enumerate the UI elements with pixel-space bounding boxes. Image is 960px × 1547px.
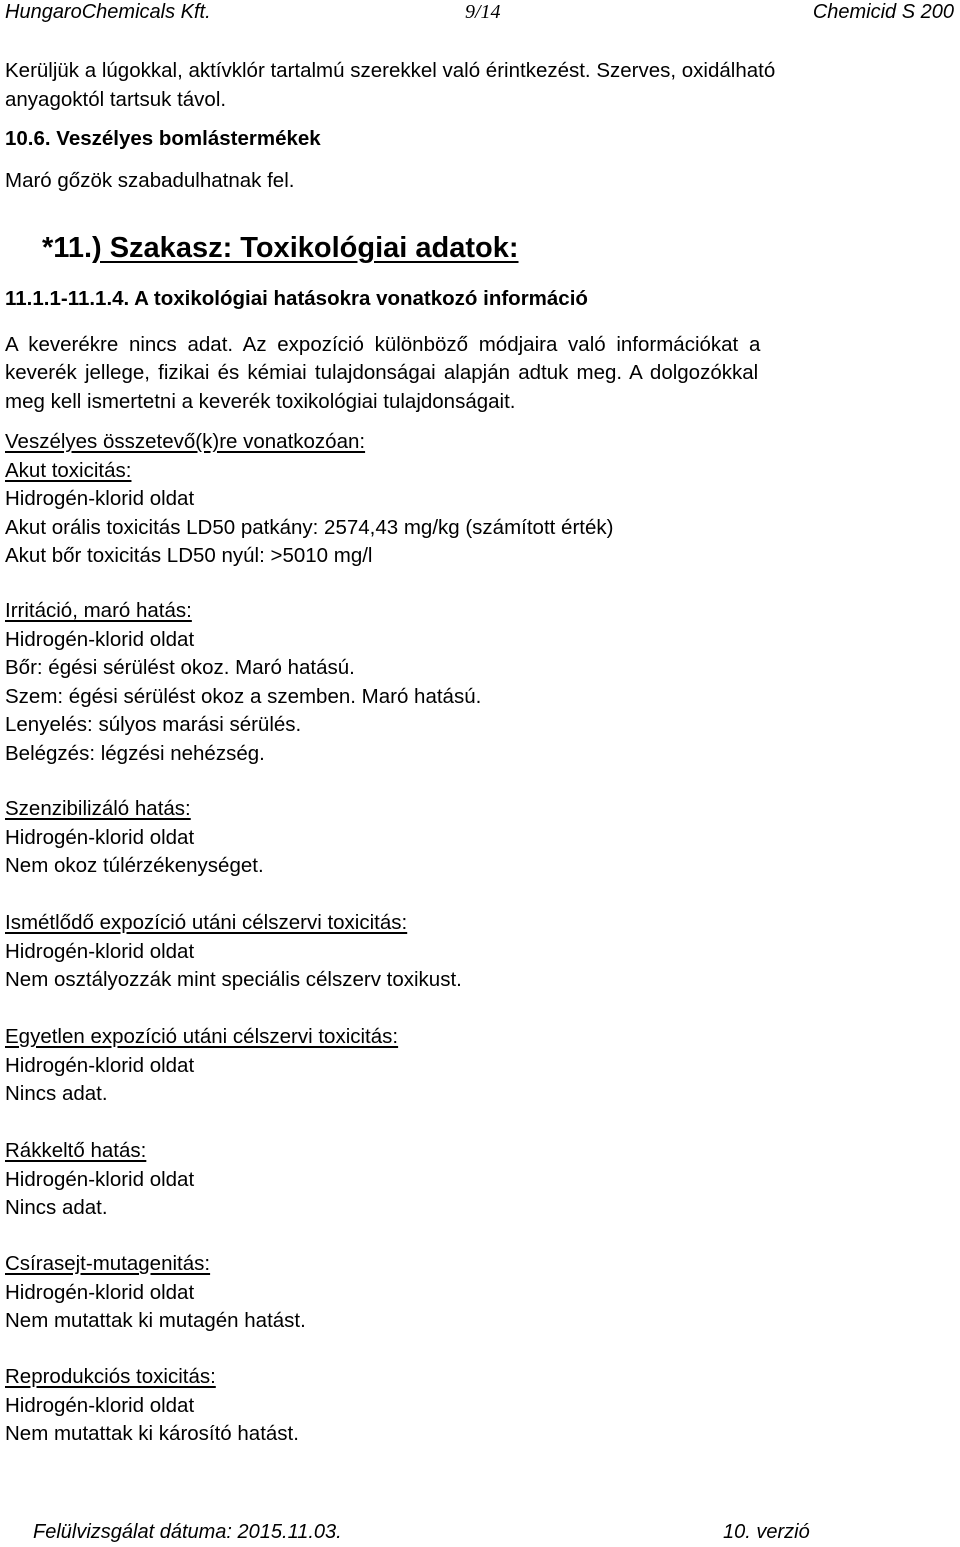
repeated-heading: Ismétlődő expozíció utáni célszervi toxicitás: (5, 911, 408, 934)
irritation-heading: Irritáció, maró hatás: (5, 599, 192, 622)
acute-toxicity-block (5, 428, 958, 571)
carcinogenicity-block (5, 1137, 958, 1223)
reproductive-substance: Hidrogén-klorid oldat (5, 1393, 195, 1417)
single-heading: Egyetlen expozíció utáni célszervi toxicitás: (5, 1025, 399, 1048)
header-page-number: 9/14 (465, 1, 501, 23)
irritation-skin: Bőr: égési sérülést okoz. Maró hatású. (5, 656, 355, 679)
mutagenicity-text: Nem mutattak ki mutagén hatást. (5, 1309, 306, 1332)
sensitization-substance: Hidrogén-klorid oldat (5, 825, 195, 849)
single-substance: Hidrogén-klorid oldat (5, 1053, 195, 1077)
section-title-text: ) Szakasz: Toxikológiai adatok: (92, 232, 519, 264)
subsection-10-6-title: 10.6. Veszélyes bomlástermékek (5, 127, 321, 150)
reproductive-block (5, 1363, 958, 1449)
footer-version: 10. verzió (723, 1521, 810, 1543)
irritation-inhalation: Belégzés: légzési nehézség. (5, 741, 265, 765)
irritation-block (5, 597, 958, 768)
subsection-10-6-text: Maró gőzök szabadulhatnak fel. (5, 169, 295, 192)
sensitization-text: Nem okoz túlérzékenységet. (5, 854, 264, 877)
irritation-substance: Hidrogén-klorid oldat (5, 627, 195, 651)
sensitization-heading: Szenzibilizáló hatás: (5, 797, 191, 820)
intro-line-2: anyagoktól tartsuk távol. (5, 88, 227, 111)
reproductive-heading: Reprodukciós toxicitás: (5, 1365, 216, 1388)
single-exposure-block (5, 1023, 958, 1109)
intro-line-1: Kerüljük a lúgokkal, aktívklór tartalmú szerekkel való érintkezést. Szerves, oxidálható (5, 59, 776, 82)
reproductive-text: Nem mutattak ki károsító hatást. (5, 1422, 299, 1445)
single-text: Nincs adat. (5, 1082, 108, 1105)
mutagenicity-substance: Hidrogén-klorid oldat (5, 1280, 195, 1304)
acute-dermal: Akut bőr toxicitás LD50 nyúl: >5010 mg/l (5, 544, 373, 567)
section-number: *11. (42, 232, 92, 264)
irritation-eye: Szem: égési sérülést okoz a szemben. Maró hatású. (5, 684, 482, 708)
components-heading: Veszélyes összetevő(k)re vonatkozóan: (5, 430, 366, 453)
header-product: Chemicid S 200 (812, 1, 954, 23)
sensitization-block (5, 795, 958, 881)
repeated-substance: Hidrogén-klorid oldat (5, 939, 195, 963)
acute-substance: Hidrogén-klorid oldat (5, 487, 195, 510)
subsection-11-1-title: 11.1.1-11.1.4. A toxikológiai hatásokra vonatkozó információ (5, 287, 588, 310)
repeated-exposure-block (5, 909, 958, 995)
section-para-line-1: A keverékre nincs adat. Az expozíció különböző módjaira való információkat a (5, 333, 761, 356)
mutagenicity-heading: Csírasejt-mutagenitás: (5, 1252, 211, 1275)
irritation-ingestion: Lenyelés: súlyos marási sérülés. (5, 713, 302, 736)
carcinogenicity-heading: Rákkeltő hatás: (5, 1139, 147, 1162)
section-para-line-3: meg kell ismertetni a keverék toxikológiai tulajdonságait. (5, 390, 516, 413)
header-company: HungaroChemicals Kft. (5, 1, 211, 23)
acute-oral: Akut orális toxicitás LD50 patkány: 2574,43 mg/kg (számított érték) (5, 515, 614, 539)
repeated-text: Nem osztályozzák mint speciális célszerv toxikust. (5, 968, 462, 991)
mutagenicity-block (5, 1250, 958, 1336)
footer-revision-date: Felülvizsgálat dátuma: 2015.11.03. (33, 1521, 342, 1543)
carcinogenicity-text: Nincs adat. (5, 1196, 108, 1219)
acute-heading: Akut toxicitás: (5, 458, 132, 482)
section-11-title (42, 230, 519, 266)
section-para-line-2: keverék jellege, fizikai és kémiai tulajdonságai alapján adtuk meg. A dolgozókkal (5, 361, 759, 384)
carcinogenicity-substance: Hidrogén-klorid oldat (5, 1167, 195, 1191)
